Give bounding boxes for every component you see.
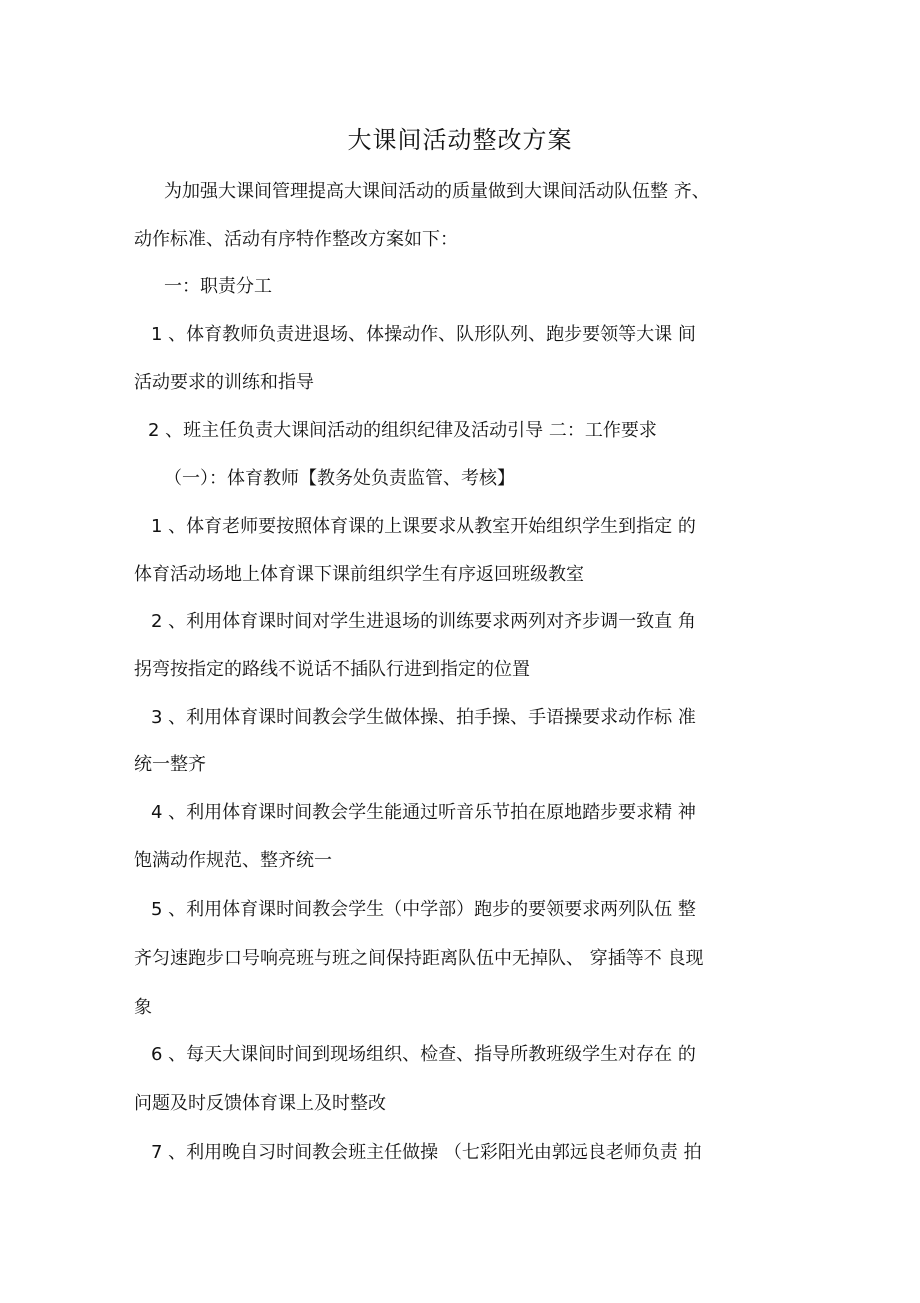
list-item-line: 1 、体育老师要按照体育课的上课要求从教室开始组织学生到指定 的 — [151, 516, 696, 537]
list-item-line: 7 、利用晚自习时间教会班主任做操 （七彩阳光由郭远良老师负责 拍 — [151, 1142, 702, 1163]
list-item-line: 2 、利用体育课时间对学生进退场的训练要求两列对齐步调一致直 角 — [151, 611, 696, 632]
section-heading: 一：职责分工 — [164, 276, 272, 297]
list-item-line: 5 、利用体育课时间教会学生（中学部）跑步的要领要求两列队伍 整 — [151, 899, 696, 920]
document-title: 大课间活动整改方案 — [347, 126, 573, 154]
subsection-heading: （一）：体育教师【教务处负责监管、考核】 — [164, 468, 515, 489]
list-item-line: 3 、利用体育课时间教会学生做体操、拍手操、手语操要求动作标 准 — [151, 707, 696, 728]
list-item-line: 1 、体育教师负责进退场、体操动作、队形队列、跑步要领等大课 间 — [151, 324, 696, 345]
list-item-line: 象 — [134, 997, 152, 1018]
paragraph-line: 动作标准、活动有序特作整改方案如下： — [134, 229, 458, 250]
list-item-line: 齐匀速跑步口号响亮班与班之间保持距离队伍中无掉队、 穿插等不 良现 — [134, 948, 704, 969]
list-item-line: 4 、利用体育课时间教会学生能通过听音乐节拍在原地踏步要求精 神 — [151, 802, 696, 823]
list-item-line: 6 、每天大课间时间到现场组织、检查、指导所教班级学生对存在 的 — [151, 1044, 696, 1065]
paragraph-line: 为加强大课间管理提高大课间活动的质量做到大课间活动队伍整 齐、 — [164, 181, 710, 202]
list-item-line: 拐弯按指定的路线不说话不插队行进到指定的位置 — [134, 659, 530, 680]
list-item-line: 活动要求的训练和指导 — [134, 372, 314, 393]
list-item-line: 饱满动作规范、整齐统一 — [134, 850, 332, 871]
list-item-line: 体育活动场地上体育课下课前组织学生有序返回班级教室 — [134, 564, 584, 585]
list-item-line: 2 、班主任负责大课间活动的组织纪律及活动引导 二：工作要求 — [148, 420, 657, 441]
list-item-line: 问题及时反馈体育课上及时整改 — [134, 1093, 386, 1114]
list-item-line: 统一整齐 — [134, 754, 206, 775]
